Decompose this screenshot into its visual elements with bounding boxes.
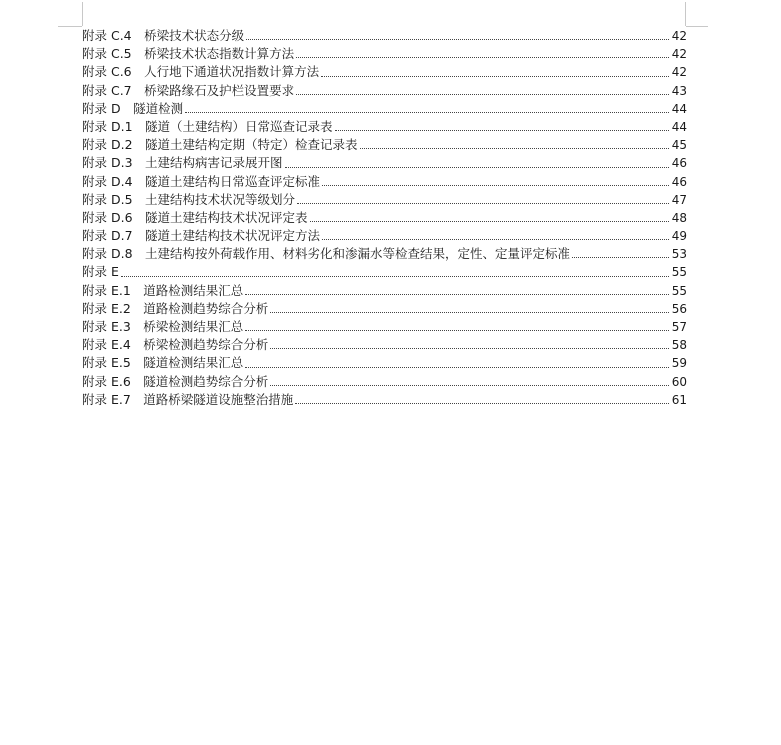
toc-entry-title: 附录 E.4 桥梁检测趋势综合分析 [82,337,269,353]
toc-entry[interactable] [82,154,687,172]
toc-entry-page-number: 42 [671,65,687,80]
crop-mark-top-left-horizontal [58,26,82,27]
toc-entry-page-number: 44 [671,119,687,134]
toc-entry[interactable] [82,209,687,227]
toc-dot-leader [360,148,669,149]
toc-entry-page-number: 61 [671,392,687,407]
toc-entry-page-number: 55 [671,265,687,280]
toc-entry-page-number: 42 [671,29,687,43]
toc-entry-page-number: 45 [671,138,687,153]
crop-mark-top-right-horizontal [686,26,708,27]
toc-entry[interactable] [82,136,687,154]
toc-dot-leader [285,167,669,168]
toc-entry[interactable] [82,227,687,245]
toc-entry-title: 附录 D.7 隧道土建结构技术状况评定方法 [82,228,321,244]
crop-mark-top-right-vertical [685,2,686,26]
toc-entry-title: 附录 C.6 人行地下通道状况指数计算方法 [82,64,320,80]
toc-entry-page-number: 42 [671,47,687,62]
toc-entry-title: 附录 D.1 隧道（土建结构）日常巡查记录表 [82,118,333,134]
toc-entry-title: 附录 E.3 桥梁检测结果汇总 [82,319,244,334]
toc-entry-title: 附录 C.4 桥梁技术状态分级 [82,28,245,43]
toc-dot-leader [572,257,669,258]
toc-entry-page-number: 47 [671,192,687,207]
toc-dot-leader [310,221,669,222]
toc-dot-leader [270,348,669,349]
toc-entry-page-number: 44 [671,101,687,116]
toc-dot-leader [297,203,669,204]
toc-entry-page-number: 55 [671,283,687,298]
toc-entry[interactable] [82,318,687,336]
toc-entry-title: 附录 D.5 土建结构技术状况等级划分 [82,191,296,207]
toc-dot-leader [185,112,669,113]
toc-dot-leader [270,312,669,313]
toc-entry[interactable] [82,263,687,281]
toc-entry-page-number: 60 [671,374,687,389]
toc-entry-page-number: 48 [671,210,687,225]
toc-entry-page-number: 46 [671,174,687,189]
toc-dot-leader [296,57,669,58]
toc-dot-leader [322,239,669,240]
toc-entry-title: 附录 C.5 桥梁技术状态指数计算方法 [82,46,295,62]
toc-entry-page-number: 53 [671,247,687,262]
toc-entry-title: 附录 D.6 隧道土建结构技术状况评定表 [82,209,308,225]
toc-entry-title: 附录 E.2 道路检测趋势综合分析 [82,300,269,316]
toc-entry[interactable] [82,100,687,118]
toc-dot-leader [121,276,669,277]
toc-entry[interactable] [82,336,687,354]
toc-entry-title: 附录 D 隧道检测 [82,100,184,116]
toc-entry[interactable] [82,391,687,409]
toc-dot-leader [246,39,669,40]
toc-entry-title: 附录 C.7 桥梁路缘石及护栏设置要求 [82,82,295,98]
toc-entry[interactable] [82,354,687,372]
toc-entry-title: 附录 D.4 隧道土建结构日常巡查评定标准 [82,173,321,189]
toc-entry-title: 附录 E.7 道路桥梁隧道设施整治措施 [82,391,294,407]
toc-entry[interactable] [82,118,687,136]
toc-dot-leader [245,330,669,331]
toc-entry-title: 附录 E.6 隧道检测趋势综合分析 [82,373,269,389]
toc-entry[interactable] [82,27,687,45]
toc-entry-title: 附录 D.2 隧道土建结构定期（特定）检查记录表 [82,137,358,153]
crop-mark-top-left-vertical [82,2,83,26]
toc-entry-page-number: 43 [671,83,687,98]
toc-entry-page-number: 59 [671,356,687,371]
toc-dot-leader [245,294,669,295]
toc-entry-title: 附录 D.8 土建结构按外荷载作用、材料劣化和渗漏水等检查结果，定性、定量评定标准 [82,246,571,262]
toc-entry[interactable] [82,300,687,318]
toc-entry-title: 附录 D.3 土建结构病害记录展开图 [82,155,283,171]
toc-entry-page-number: 58 [671,338,687,353]
toc-entry[interactable] [82,245,687,263]
toc-dot-leader [296,94,669,95]
toc-dot-leader [245,367,669,368]
toc-dot-leader [321,76,669,77]
toc-entry-page-number: 56 [671,301,687,316]
toc-dot-leader [322,185,669,186]
toc-entry-page-number: 49 [671,229,687,244]
toc-entry-title: 附录 E.1 道路检测结果汇总 [82,282,244,298]
toc-entry[interactable] [82,82,687,100]
toc-dot-leader [270,385,669,386]
toc-dot-leader [335,130,669,131]
table-of-contents [82,27,687,409]
toc-entry-title: 附录 E [82,264,119,280]
toc-entry[interactable] [82,191,687,209]
toc-entry-title: 附录 E.5 隧道检测结果汇总 [82,355,244,371]
toc-entry-page-number: 57 [671,320,687,334]
toc-entry[interactable] [82,63,687,81]
toc-entry[interactable] [82,373,687,391]
toc-entry[interactable] [82,282,687,300]
toc-entry[interactable] [82,45,687,63]
toc-dot-leader [295,403,669,404]
toc-entry-page-number: 46 [671,156,687,171]
toc-entry[interactable] [82,173,687,191]
